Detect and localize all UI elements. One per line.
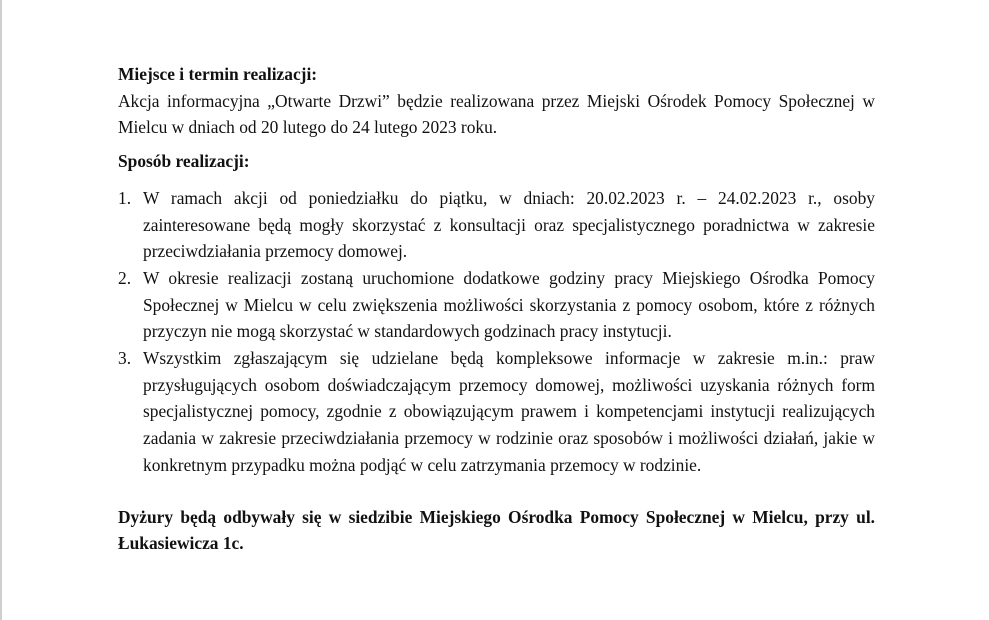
document-body — [118, 61, 875, 557]
list-item — [118, 345, 875, 479]
list-item-number: 1. — [118, 187, 132, 208]
place-paragraph: Akcja informacyjna „Otwarte Drzwi” będzie realizowana przez Miejski Ośrodek Pomocy Społecznej w Mielcu w dniach od 20 lutego do 24 lutego 2023 roku. — [118, 90, 875, 138]
list-item-text: Wszystkim zgłaszającym się udzielane będą kompleksowe informacje w zakresie m.in.: praw przysługujących osobom doświadczającym przemocy domowej, możliwości uzyskania różnych form specjalistycznej pomocy, zgodnie z obowiązującym prawem i kompetencjami instytucji realizujących zadania w zakresie przeciwdziałania przemocy w rodzinie oraz sposobów i możliwości działań, jakie w konkretnym przypadku można podjąć w celu zatrzymania przemocy w rodzinie. — [143, 348, 875, 475]
list-item-number: 2. — [118, 267, 132, 288]
list-item-text: W okresie realizacji zostaną uruchomione dodatkowe godziny pracy Miejskiego Ośrodka Pomocy Społecznej w Mielcu w celu zwiększenia możliwości skorzystania z pomocy osobom, które z różnych przyczyn nie mogą skorzystać w standardowych godzinach pracy instytucji. — [143, 267, 875, 342]
method-heading: Sposób realizacji: — [118, 151, 250, 172]
list-item-number: 3. — [118, 348, 132, 369]
spacer — [118, 479, 875, 504]
method-list — [118, 185, 875, 479]
duty-location-paragraph: Dyżury będą odbywały się w siedzibie Miejskiego Ośrodka Pomocy Społecznej w Mielcu, przy ul. Łukasiewicza 1c. — [118, 506, 875, 554]
list-item-text: W ramach akcji od poniedziałku do piątku, w dniach: 20.02.2023 r. – 24.02.2023 r., osoby zainteresowane będą mogły skorzystać z konsultacji oraz specjalistycznego poradnictwa w zakresie przeciwdziałania przemocy domowej. — [143, 187, 875, 262]
list-item — [118, 265, 875, 345]
place-heading: Miejsce i termin realizacji: — [118, 64, 318, 84]
page-edge — [0, 0, 2, 620]
spacer — [118, 175, 875, 185]
spacer — [118, 141, 875, 148]
list-item — [118, 185, 875, 265]
